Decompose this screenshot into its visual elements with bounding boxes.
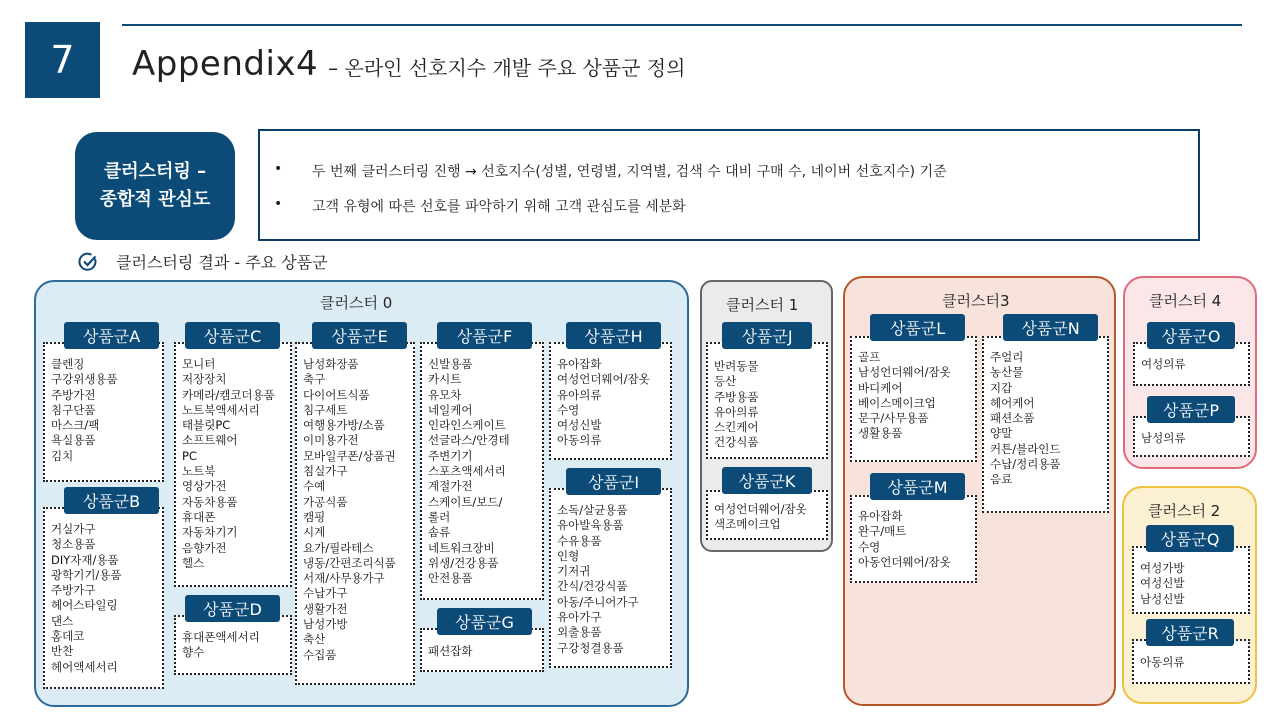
- list-item: 침구단품: [51, 402, 96, 417]
- list-item: 롤러: [428, 509, 451, 524]
- group-items: [850, 336, 977, 462]
- list-item: 수유용품: [557, 533, 602, 548]
- list-item: 헤어케어: [990, 395, 1035, 410]
- list-item: 유아잡화: [858, 509, 903, 523]
- cluster-1: [700, 280, 833, 552]
- list-item: 위생/건강용품: [428, 555, 499, 570]
- list-item: 완구/매트: [858, 524, 907, 539]
- list-item: 침구세트: [303, 402, 348, 417]
- group-items: [549, 342, 672, 460]
- list-item: 간식/건강식품: [557, 579, 628, 594]
- list-item: 요가/필라테스: [303, 540, 374, 555]
- list-item: 남성언더웨어/잠옷: [858, 365, 951, 380]
- description-box: [258, 129, 1200, 241]
- pill-line-1: 클러스터링 –: [103, 161, 207, 182]
- list-item: 인라인스케이트: [428, 418, 506, 433]
- cluster-title: 클러스터 0: [320, 294, 393, 312]
- list-item: 유아의류: [557, 387, 602, 402]
- group-label: 상품군P: [1147, 396, 1235, 423]
- list-item: 주방가전: [51, 387, 96, 402]
- list-item: 남성화장품: [303, 357, 359, 371]
- list-item: 네트워크장비: [428, 540, 495, 555]
- list-item: 신발용품: [428, 357, 473, 371]
- description-bullet: [274, 196, 1198, 216]
- group-label: 상품군K: [722, 467, 812, 494]
- group-items: [706, 342, 828, 459]
- group-label: 상품군E: [312, 322, 407, 349]
- pill-line-2: 종합적 관심도: [99, 189, 211, 210]
- list-item: 저장장치: [182, 372, 227, 387]
- list-item: 남성의류: [1141, 431, 1186, 445]
- list-item: 등산: [714, 374, 737, 389]
- list-item: 노트북액세서리: [182, 402, 260, 417]
- list-item: 건강식품: [714, 435, 759, 450]
- list-item: 소프트웨어: [182, 433, 238, 448]
- list-item: 여성신발: [1140, 576, 1185, 591]
- cluster-title: 클러스터3: [942, 292, 1010, 310]
- list-item: 자동차용품: [182, 494, 238, 509]
- cluster-title: 클러스터 1: [726, 296, 799, 314]
- list-item: 가공식품: [303, 494, 348, 509]
- list-item: 홈데코: [51, 629, 85, 644]
- group-label: 상품군H: [566, 322, 661, 349]
- list-item: 냉동/간편조리식품: [303, 555, 396, 570]
- list-item: 인형: [557, 548, 580, 563]
- list-item: 침실가구: [303, 464, 348, 479]
- list-item: 여성가방: [1140, 561, 1185, 575]
- group-items: [982, 336, 1109, 513]
- group-items: [420, 342, 544, 600]
- list-item: 음향가전: [182, 540, 227, 555]
- list-item: 양말: [990, 426, 1013, 441]
- list-item: 주방용품: [714, 389, 759, 404]
- list-item: 다이어트식품: [303, 387, 370, 402]
- list-item: 문구/사무용품: [858, 411, 929, 426]
- list-item: 수납가구: [303, 586, 348, 601]
- list-item: 스케이트/보드/: [428, 494, 503, 509]
- list-item: 패션소품: [990, 411, 1035, 426]
- list-item: 유모차: [428, 387, 462, 402]
- page-title: [132, 44, 685, 84]
- list-item: 유아의류: [714, 404, 759, 419]
- list-item: 서재/사무용가구: [303, 571, 385, 586]
- list-item: 캠핑: [303, 509, 326, 524]
- list-item: 휴대폰: [182, 509, 216, 524]
- list-item: 농산물: [990, 365, 1024, 380]
- header-divider: [122, 24, 1242, 26]
- cluster-0: [34, 280, 689, 707]
- cluster-3: [843, 276, 1116, 706]
- list-item: 패션잡화: [428, 644, 473, 658]
- group-items: [549, 488, 672, 668]
- list-item: 여성신발: [557, 418, 602, 433]
- list-item: DIY자재/용품: [51, 552, 119, 567]
- list-item: 계절가전: [428, 479, 473, 494]
- list-item: 음료: [990, 472, 1013, 487]
- list-item: 카메라/캠코더용품: [182, 387, 275, 402]
- list-item: 유아발육용품: [557, 518, 624, 533]
- bullet-dot: •: [274, 161, 283, 177]
- list-item: 아동/주니어가구: [557, 594, 639, 609]
- list-item: 청소용품: [51, 537, 96, 552]
- list-item: 거실가구: [51, 522, 96, 536]
- group-items: [295, 342, 415, 685]
- list-item: 모바일쿠폰/상품권: [303, 448, 396, 463]
- group-label: 상품군G: [437, 608, 532, 635]
- list-item: 축산: [303, 632, 326, 647]
- list-item: 자동차기기: [182, 525, 238, 540]
- list-item: 선글라스/안경테: [428, 433, 510, 448]
- group-label: 상품군O: [1147, 322, 1235, 349]
- list-item: 수예: [303, 479, 326, 494]
- group-label: 상품군M: [870, 473, 965, 500]
- list-item: 수영: [557, 402, 580, 417]
- list-item: 골프: [858, 350, 881, 364]
- list-item: 구강위생용품: [51, 372, 118, 387]
- list-item: 헬스: [182, 555, 205, 570]
- list-item: 광학기기/용품: [51, 567, 122, 582]
- list-item: 여행용가방/소품: [303, 418, 385, 433]
- list-item: 남성가방: [303, 617, 348, 632]
- list-item: 생활용품: [858, 426, 903, 441]
- list-item: 바디케어: [858, 380, 903, 395]
- list-item: 솜류: [428, 525, 451, 540]
- list-item: PC: [182, 448, 197, 463]
- list-item: 주얼리: [990, 350, 1024, 364]
- list-item: 여성의류: [1141, 357, 1186, 371]
- group-label: 상품군A: [64, 322, 159, 349]
- list-item: 반찬: [51, 644, 74, 659]
- cluster-4: [1123, 276, 1257, 469]
- bullet-dot: •: [274, 196, 283, 212]
- group-label: 상품군L: [870, 314, 965, 341]
- list-item: 태블릿PC: [182, 418, 231, 433]
- list-item: 지갑: [990, 380, 1013, 395]
- check-circle-icon: [78, 252, 98, 272]
- cluster-title: 클러스터 2: [1148, 502, 1221, 520]
- list-item: 여성언더웨어/잠옷: [557, 372, 650, 387]
- group-label: 상품군Q: [1146, 525, 1234, 552]
- bullet-text: 고객 유형에 따른 선호를 파악하기 위해 고객 관심도를 세분화: [312, 199, 686, 215]
- result-heading: [78, 250, 328, 273]
- group-items: [43, 342, 164, 482]
- list-item: 기저귀: [557, 564, 591, 579]
- list-item: 유아가구: [557, 610, 602, 625]
- list-item: 구강청결용품: [557, 640, 624, 655]
- list-item: 수납/정리용품: [990, 457, 1061, 472]
- group-items: [43, 507, 164, 689]
- list-item: 네일케어: [428, 402, 473, 417]
- clustering-pill: [75, 132, 235, 240]
- list-item: 이미용가전: [303, 433, 359, 448]
- list-item: 수영: [858, 539, 881, 554]
- list-item: 헤어스타일링: [51, 598, 118, 613]
- list-item: 시계: [303, 525, 326, 540]
- list-item: 여성언더웨어/잠옷: [714, 502, 807, 516]
- list-item: 색조메이크업: [714, 517, 781, 532]
- list-item: 아동의류: [557, 433, 602, 448]
- list-item: 댄스: [51, 613, 74, 628]
- group-items: [706, 490, 828, 540]
- section-number: 7: [25, 22, 100, 98]
- group-label: 상품군D: [185, 595, 280, 622]
- result-heading-text: 클러스터링 결과 - 주요 상품군: [116, 253, 328, 272]
- list-item: 안전용품: [428, 571, 473, 586]
- list-item: 반려동물: [714, 359, 759, 373]
- group-label: 상품군F: [437, 322, 532, 349]
- list-item: 스포츠액세서리: [428, 464, 506, 479]
- group-label: 상품군J: [722, 322, 812, 349]
- cluster-title: 클러스터 4: [1149, 292, 1222, 310]
- list-item: 외출용품: [557, 625, 602, 640]
- list-item: 마스크/팩: [51, 418, 100, 433]
- group-label: 상품군B: [64, 487, 159, 514]
- page-title-sub: – 온라인 선호지수 개발 주요 상품군 정의: [328, 56, 686, 80]
- list-item: 소독/살균용품: [557, 503, 628, 517]
- list-item: 클렌징: [51, 357, 85, 371]
- list-item: 김치: [51, 448, 74, 463]
- description-bullet: [274, 161, 1198, 181]
- list-item: 커튼/블라인드: [990, 441, 1061, 456]
- list-item: 생활가전: [303, 601, 348, 616]
- page-title-main: Appendix4: [132, 44, 319, 84]
- group-label: 상품군C: [185, 322, 280, 349]
- list-item: 욕실용품: [51, 433, 96, 448]
- group-items: [174, 342, 292, 587]
- group-items: [1132, 546, 1250, 614]
- group-items: [850, 495, 977, 583]
- list-item: 수집품: [303, 647, 337, 662]
- list-item: 향수: [182, 645, 205, 660]
- list-item: 노트북: [182, 464, 216, 479]
- list-item: 영상가전: [182, 479, 227, 494]
- list-item: 축구: [303, 372, 326, 387]
- group-label: 상품군N: [1003, 314, 1098, 341]
- list-item: 남성신발: [1140, 591, 1185, 606]
- group-items: [174, 615, 292, 675]
- list-item: 주방가구: [51, 583, 96, 598]
- cluster-2: [1122, 486, 1257, 704]
- list-item: 베이스메이크업: [858, 395, 936, 410]
- list-item: 유아잡화: [557, 357, 602, 371]
- list-item: 스킨케어: [714, 420, 759, 435]
- list-item: 휴대폰액세서리: [182, 630, 260, 644]
- list-item: 카시트: [428, 372, 462, 387]
- group-label: 상품군I: [566, 468, 661, 495]
- list-item: 주변기기: [428, 448, 473, 463]
- list-item: 모니터: [182, 357, 216, 371]
- list-item: 헤어액세서리: [51, 659, 118, 674]
- list-item: 아동언더웨어/잠옷: [858, 554, 951, 569]
- bullet-text: 두 번째 클러스터링 진행 → 선호지수(성별, 연령별, 지역별, 검색 수 대비 구매 수, 네이버 선호지수) 기준: [312, 164, 947, 180]
- list-item: 아동의류: [1140, 655, 1185, 669]
- group-label: 상품군R: [1146, 619, 1234, 646]
